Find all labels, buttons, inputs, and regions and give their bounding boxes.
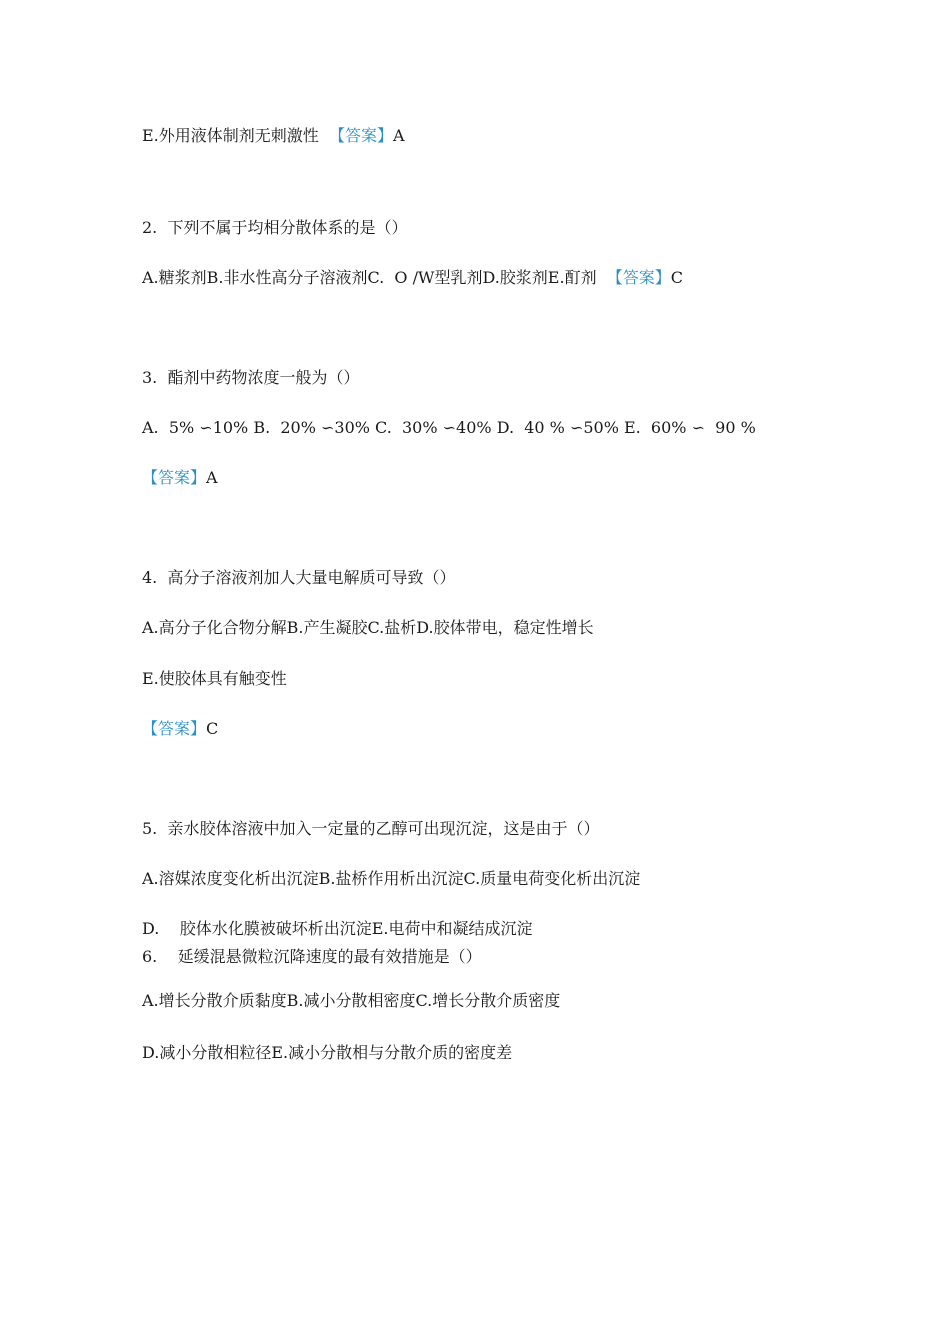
line-text: E.外用液体制剂无刺激性	[142, 126, 329, 145]
answer-label: 【答案】	[142, 719, 207, 738]
answer-label: 【答案】	[328, 126, 393, 145]
line-text: A.糖浆剂B.非水性高分子溶液剂C. O /W型乳剂D.胶浆剂E.酊剂	[142, 268, 607, 287]
option-line	[142, 126, 405, 146]
answer-line	[142, 468, 218, 488]
option-line: A. 5% ∽10% B. 20% ∽30% C. 30% ∽40% D. 40 % ∽50% E. 60% ∽ 90 %	[142, 418, 756, 437]
option-line: A.高分子化合物分解B.产生凝胶C.盐析D.胶体带电，稳定性增长	[142, 618, 594, 637]
question-2: 2. 下列不属于均相分散体系的是（）	[142, 218, 408, 237]
question-4: 4. 高分子溶液剂加人大量电解质可导致（）	[142, 568, 456, 587]
option-line: D. 胶体水化膜被破坏析出沉淀E.电荷中和凝结成沉淀	[142, 919, 533, 938]
answer-label: 【答案】	[606, 268, 671, 287]
answer-line	[142, 719, 218, 739]
option-line: D.减小分散相粒径E.减小分散相与分散介质的密度差	[142, 1043, 513, 1062]
question-6: 6. 延缓混悬微粒沉降速度的最有效措施是（）	[142, 947, 482, 966]
option-line: A.增长分散介质黏度B.减小分散相密度C.增长分散介质密度	[142, 991, 561, 1010]
answer-label: 【答案】	[142, 468, 207, 487]
option-line: E.使胶体具有触变性	[142, 669, 287, 688]
answer-value: A	[392, 126, 405, 145]
question-3: 3. 酯剂中药物浓度一般为（）	[142, 368, 360, 387]
option-line	[142, 268, 683, 288]
answer-value: C	[670, 268, 684, 287]
answer-value: A	[206, 468, 218, 487]
answer-value: C	[206, 719, 219, 738]
question-5: 5. 亲水胶体溶液中加入一定量的乙醇可出现沉淀，这是由于（）	[142, 819, 600, 838]
option-line: A.溶媒浓度变化析出沉淀B.盐桥作用析出沉淀C.质量电荷变化析出沉淀	[142, 869, 641, 888]
